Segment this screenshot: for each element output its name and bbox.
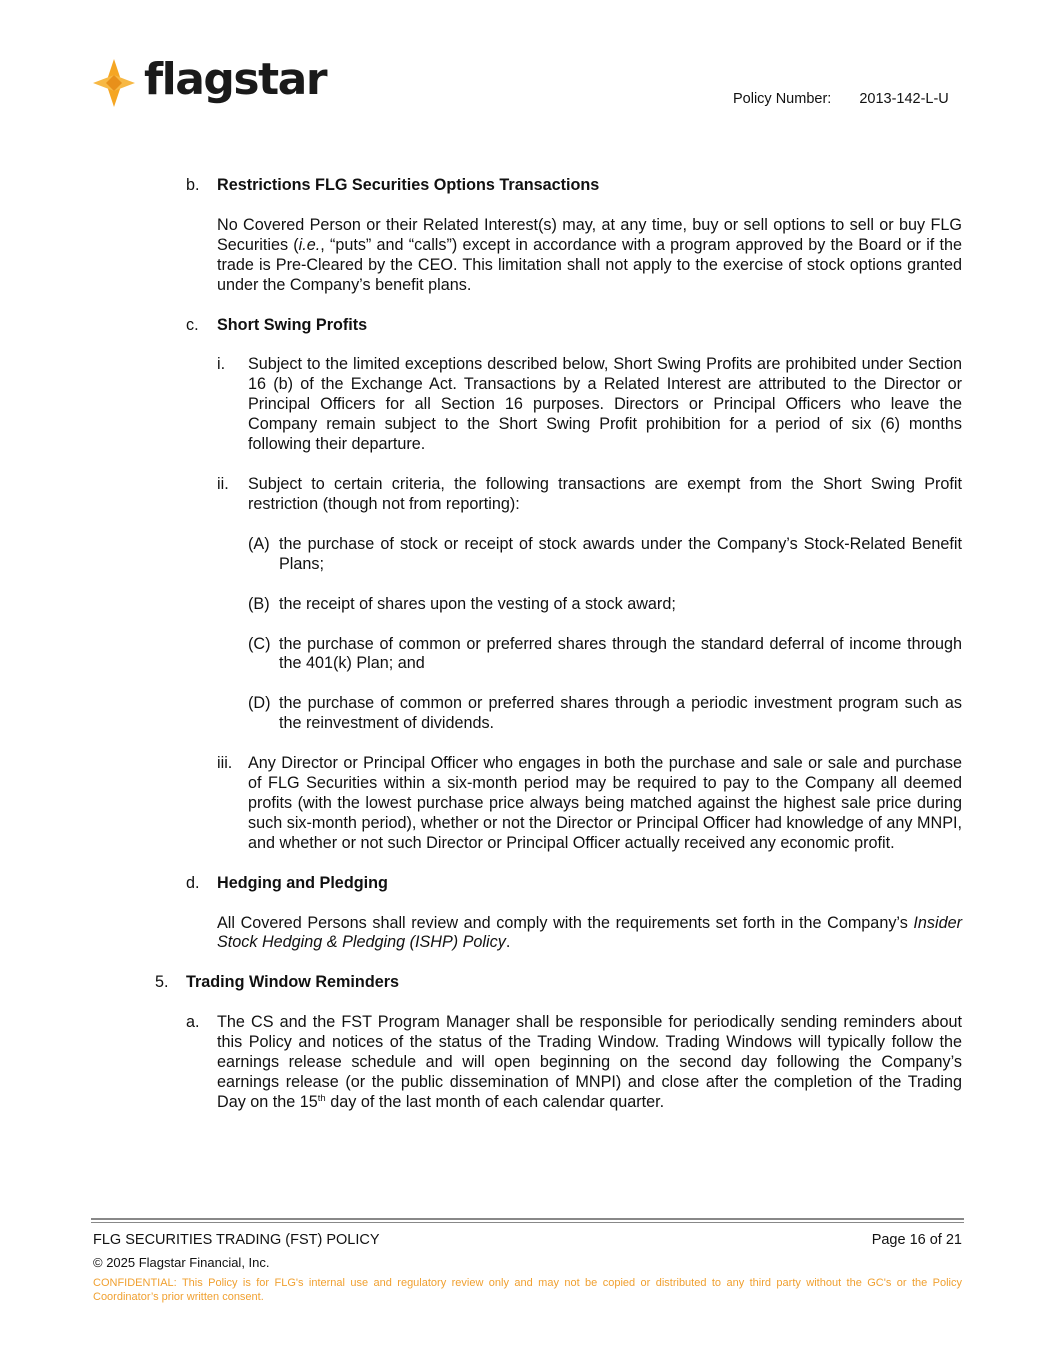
section-5-heading (155, 973, 962, 993)
brand-logo (92, 54, 327, 108)
ishp-policy-reference: Insider Stock Hedging & Pledging (ISHP) Policy (217, 913, 962, 952)
list-text: Subject to certain criteria, the following transactions are exempt from the Short Swing Profit restriction (though not from reporting): (248, 474, 962, 513)
section-d-label: d. (186, 873, 200, 892)
section-d-body: All Covered Persons shall review and comply with the requirements set forth in the Company’s Insider Stock Hedging & Pledging (ISHP) Policy. (217, 913, 962, 952)
section-c-subitem-b (248, 595, 962, 615)
list-text: The CS and the FST Program Manager shall be responsible for periodically sending reminders about this Policy and notices of the status of the Trading Window. Trading Windows will typically follow the earnings release schedule and will open beginning on the second day following the Company’s earnings release (or the public dissemination of MNPI) and close after the completion of the Trading Day on the 15th day of the last month of each calendar quarter. (217, 1013, 962, 1111)
list-text: the purchase of common or preferred shares through the standard deferral of income through the 401(k) Plan; and (279, 634, 962, 673)
section-c-item-iii (217, 754, 962, 854)
policy-number-value: 2013-142-L-U (859, 91, 949, 107)
list-label: (D) (248, 694, 271, 713)
list-label: iii. (217, 754, 233, 773)
section-c-item-ii (217, 475, 962, 515)
list-label: i. (217, 355, 226, 374)
section-5-label: 5. (155, 973, 169, 992)
footer-divider (91, 1218, 964, 1223)
list-text: Any Director or Principal Officer who engages in both the purchase and sale or sale and purchase of FLG Securities within a six-month period may be required to pay to the Company all deemed profits (with the lowest purchase price always being matched against the highest sale price during such six-month period), whether or not the Director or Principal Officer had knowledge of any MNPI, and whether or not such Director or Principal Officer actually received any economic profit. (248, 754, 962, 852)
section-c-subitem-c (248, 635, 962, 675)
list-label: ii. (217, 474, 229, 493)
page-number: Page 16 of 21 (871, 1232, 962, 1248)
list-text: Subject to the limited exceptions described below, Short Swing Profits are prohibited under Section 16 (b) of the Exchange Act. Transactions by a Related Interest are attributed to the Director or Principal Officers for all Section 16 purposes. Directors or Principal Officers who leave the Company remain subject to the Short Swing Profit prohibition for a period of six (6) months following their departure. (248, 355, 962, 454)
policy-number (733, 91, 949, 107)
section-b-heading (186, 176, 962, 196)
confidentiality-notice: CONFIDENTIAL: This Policy is for FLG's internal use and regulatory review only and may not be copied or distributed to any third party without the GC's or the Policy Coordinator’s prior written consent. (93, 1277, 962, 1303)
section-c-heading (186, 316, 962, 336)
list-text: the purchase of stock or receipt of stock awards under the Company’s Stock-Related Benefit Plans; (279, 534, 962, 573)
brand-name: flagstar (144, 54, 327, 105)
section-d-heading (186, 874, 962, 894)
section-c-item-i (217, 355, 962, 455)
section-c-title: Short Swing Profits (217, 315, 368, 334)
policy-number-label: Policy Number: (733, 91, 832, 107)
footer-title: FLG SECURITIES TRADING (FST) POLICY (93, 1232, 380, 1248)
list-text: the receipt of shares upon the vesting of a stock award; (279, 594, 676, 613)
list-label: (A) (248, 534, 270, 553)
flagstar-star-icon (92, 58, 136, 108)
document-body (155, 176, 962, 1113)
section-b-title: Restrictions FLG Securities Options Transactions (217, 176, 600, 194)
list-label: a. (186, 1013, 200, 1032)
section-d-title: Hedging and Pledging (217, 873, 388, 892)
section-5-item-a (186, 1013, 962, 1113)
list-label: (C) (248, 634, 271, 653)
list-text: the purchase of common or preferred shares through a periodic investment program such as the reinvestment of dividends. (279, 694, 962, 733)
section-5-title: Trading Window Reminders (186, 973, 400, 992)
section-c-label: c. (186, 315, 199, 334)
list-label: (B) (248, 594, 270, 613)
section-c-subitem-a (248, 535, 962, 575)
footer-copyright: © 2025 Flagstar Financial, Inc. (93, 1255, 270, 1270)
section-b-label: b. (186, 176, 200, 194)
section-b-body: No Covered Person or their Related Interest(s) may, at any time, buy or sell options to sell or buy FLG Securities (i.e., “puts” and “calls”) except in accordance with a program approved by the Board or if the trade is Pre-Cleared by the CEO. This limitation shall not apply to the exercise of stock options granted under the Company’s benefit plans. (217, 215, 962, 294)
section-c-subitem-d (248, 694, 962, 734)
